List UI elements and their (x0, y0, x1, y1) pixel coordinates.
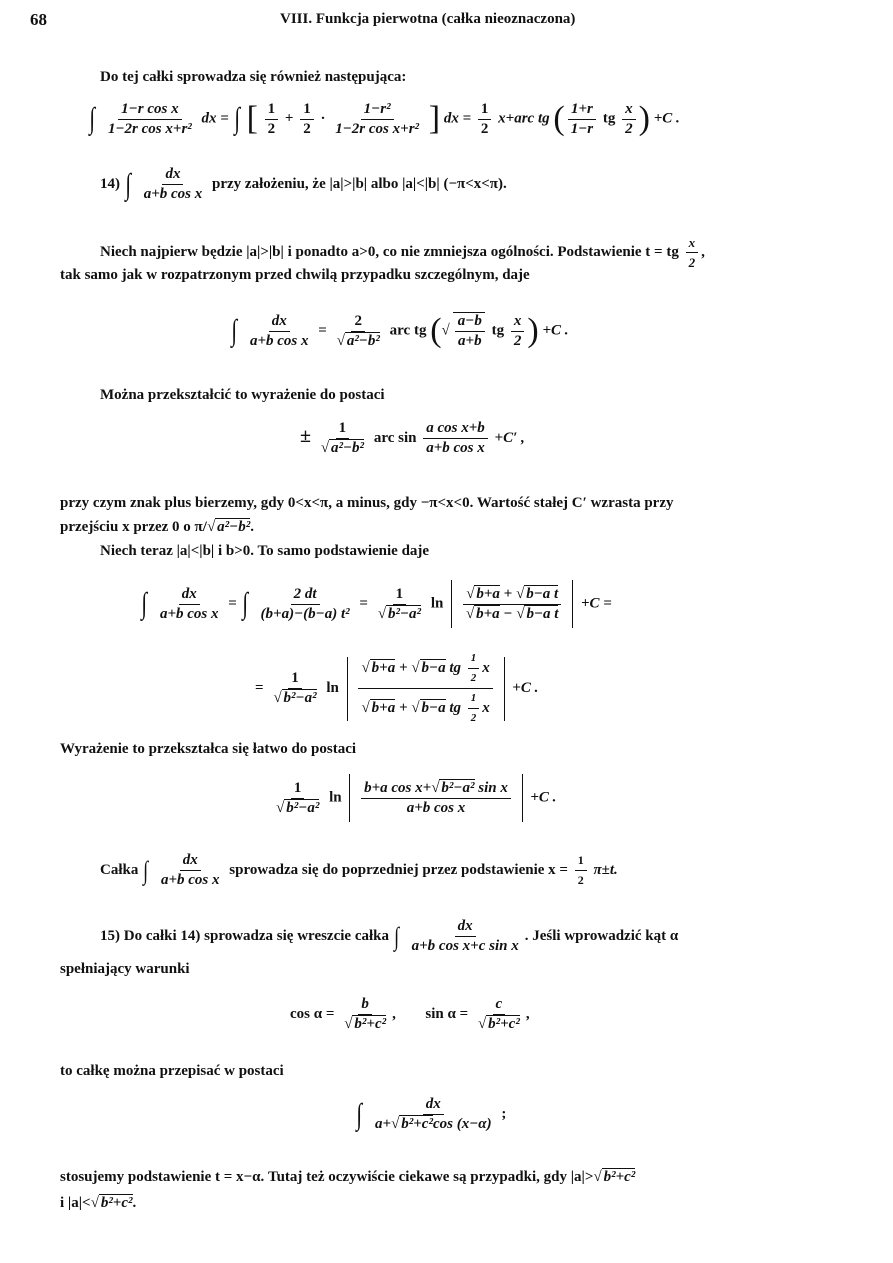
radicand: b+a (371, 659, 396, 676)
fraction-numerator: 1 (336, 420, 350, 439)
fraction-denominator: a+b cos x (406, 799, 466, 816)
fraction-denominator: 2 (470, 672, 477, 684)
paragraph-text: π±t. (593, 861, 618, 878)
fraction-numerator: a cos x+b (423, 420, 488, 439)
radicand: b²−a² (387, 605, 422, 622)
paragraph-4b: przejściu x przez 0 o π/√ a²−b². (60, 519, 255, 535)
fraction-numerator: 1 (265, 101, 279, 120)
math-text: ln (329, 789, 342, 806)
page-number: 68 (30, 10, 47, 29)
math-text: +C . (530, 789, 557, 806)
fraction-numerator: dx (179, 586, 200, 605)
paragraph-4a: przy czym znak plus bierzemy, gdy 0<x<π, a minus, gdy −π<x<0. Wartość stałej C′ wzrasta przy (60, 495, 674, 511)
radicand: b−a (421, 699, 446, 716)
paragraph-9: to całkę można przepisać w postaci (60, 1063, 284, 1079)
fraction-denominator: 1−2r cos x+r² (335, 120, 420, 137)
integral-sign: ∫ (231, 314, 237, 347)
fraction-denominator: a+b cos x (159, 605, 219, 622)
paragraph-8 (100, 918, 678, 955)
fraction-numerator: 1 (575, 852, 587, 871)
fraction-denominator: a+b cos x+c sin x (411, 938, 519, 954)
math-text: b+a cos x+ (364, 779, 432, 796)
fraction-numerator: dx (162, 166, 183, 185)
fraction-numerator: 1 (468, 690, 480, 709)
radicand: b+a (476, 585, 500, 602)
math-text: = (318, 322, 327, 339)
paragraph-6: Wyrażenie to przekształca się łatwo do postaci (60, 741, 357, 757)
math-text: sin x (478, 779, 508, 796)
math-text: tg (491, 322, 505, 339)
math-text: +C′ , (494, 429, 525, 446)
radicand: a²−b² (217, 519, 251, 535)
item-14 (100, 166, 507, 203)
math-text: tg (449, 659, 462, 676)
paragraph-text: sprowadza się do poprzedniej przez podstawienie x = (229, 861, 568, 878)
integral-sign: ∫ (233, 102, 240, 135)
fraction-numerator: 1 (468, 650, 480, 669)
math-text: = (228, 595, 237, 612)
item-condition: przy założeniu, że |a|>|b| albo |a|<|b| (−π<x<π). (212, 175, 507, 192)
fraction-denominator: 2 (480, 120, 489, 137)
running-title: VIII. Funkcja pierwotna (całka nieoznaczona) (280, 11, 576, 27)
math-text: tg (449, 699, 462, 716)
radicand: b²+c² (100, 1195, 133, 1211)
fraction-denominator: 2 (470, 712, 477, 724)
integral-sign: ∫ (141, 587, 147, 620)
fraction-numerator: 1 (478, 101, 492, 120)
radicand: a²−b² (346, 332, 380, 349)
math-text: ; (501, 1105, 507, 1122)
fraction-numerator: 1+r (568, 101, 596, 120)
paragraph-intro: Do tej całki sprowadza się również następująca: (100, 69, 407, 85)
fraction-numerator: 2 (351, 313, 365, 332)
paragraph-text: Niech najpierw będzie |a|>|b| i ponadto a>0, co nie zmniejsza ogólności. Podstawienie t = tg (100, 243, 679, 260)
fraction-numerator: 1 (393, 586, 407, 605)
equation-6: $\frac{1}{\text{√ b²−a²}}$ ln $\frac{\text{b+a cos x+√ b²−a² sin x}}{\text{a+b cos x}}$ +C . (270, 774, 556, 822)
paragraph-text: Całka (100, 861, 139, 878)
integral-sign: ∫ (241, 587, 248, 620)
integral-sign: ∫ (89, 102, 95, 135)
math-text: tg (602, 110, 616, 127)
equation-5: = $\frac{1}{\text{√ b²−a²}}$ ln √ b+a + √ b−a tg $\frac{1}{2}$ x √ b+a + √ b−a tg $\frac{1}{2}$ x +C . (255, 650, 538, 727)
math-text: cos α = (290, 1005, 335, 1022)
fraction-numerator: dx (423, 1096, 444, 1115)
radicand: b−a (421, 659, 446, 676)
fraction-denominator: a+b cos x (426, 440, 485, 456)
bracket-open: [ (246, 100, 258, 137)
paragraph-text: stosujemy podstawienie t = x−α. Tutaj też oczywiście ciekawe są przypadki, gdy |a|> (60, 1169, 594, 1185)
paragraph-10b: i |a|<√ b²+c². (60, 1195, 137, 1211)
fraction-denominator: a+b cos x (249, 332, 309, 349)
fraction-numerator: a−b (455, 313, 485, 332)
radicand: a²−b² (330, 440, 365, 456)
fraction-numerator: 1−r² (361, 101, 394, 120)
fraction-numerator: x (511, 313, 525, 332)
fraction-denominator: 1−2r cos x+r² (107, 120, 192, 137)
math-text: sin α = (425, 1005, 469, 1022)
fraction-denominator: 2 (577, 873, 584, 887)
radicand: b²−a² (286, 799, 320, 816)
fraction-numerator: 1 (300, 101, 314, 120)
math-text: , (392, 1005, 396, 1022)
fraction-numerator: x (622, 101, 636, 120)
fraction-denominator: a+b cos x (160, 872, 220, 888)
math-text: a+ (374, 1116, 392, 1132)
fraction-numerator: dx (180, 852, 201, 871)
fraction-denominator: 2 (303, 120, 311, 137)
math-text: + (503, 585, 513, 602)
equation-4: ∫ $\frac{dx}{\text{a+b cos x}}$ = ∫ $\frac{2 dt}{\text{(b+a)−(b−a) t²}}$ = $\frac{1}{\text{√ b²−a²}}$ ln $\frac{\text{√ b+a + √ b−a t}}{\text{√ b+a − √ b−a t}}$ +C = (140, 580, 612, 628)
math-text: = (359, 595, 368, 612)
math-text: dx = (443, 110, 472, 127)
bracket-close: ] (428, 100, 441, 137)
paragraph-text: . (250, 519, 255, 535)
fraction-denominator: a+b (458, 333, 482, 349)
math-text: +C . (542, 322, 569, 339)
radicand: b²+c² (354, 1016, 387, 1032)
paragraph-5: Niech teraz |a|<|b| i b>0. To samo podstawienie daje (100, 543, 430, 559)
fraction-denominator: a+b cos x (143, 186, 203, 202)
fraction-denominator: 1−r (570, 120, 594, 137)
math-text: − (503, 605, 513, 622)
paragraph-text: przejściu x przez 0 o π/ (60, 519, 207, 535)
math-text: ln (430, 595, 444, 612)
fraction-denominator: 2 (513, 332, 522, 349)
math-text: x (482, 699, 490, 716)
paragraph-text: , (701, 243, 705, 260)
paragraph-2b: tak samo jak w rozpatrzonym przed chwilą przypadku szczególnym, daje (60, 267, 530, 283)
math-text: + (398, 659, 408, 676)
paragraph-text: . (132, 1195, 137, 1211)
radicand: b²−a² (283, 690, 317, 706)
math-text: arc tg (389, 322, 427, 339)
radicand: b²+c² (488, 1016, 520, 1032)
fraction-numerator: c (493, 996, 506, 1015)
radicand: b²+c² (401, 1116, 433, 1132)
fraction-denominator: 2 (625, 120, 633, 137)
radicand: b+a (476, 605, 500, 622)
integral-sign: ∫ (143, 855, 149, 885)
equation-7: cos α = $\frac{b}{\text{√ b²+c²}}$ , sin α = $\frac{c}{\text{√ b²+c²}}$ , (290, 996, 530, 1032)
math-text: cos (x−α) (432, 1116, 492, 1132)
math-text: x+arc tg (498, 110, 550, 127)
radicand: b−a t (526, 605, 559, 622)
fraction-denominator: 2 (688, 255, 696, 270)
math-text: dx = (201, 110, 229, 127)
integral-sign: ∫ (124, 167, 131, 201)
fraction-denominator: 2 (267, 120, 276, 137)
equation-2: ∫ $\frac{dx}{\text{a+b cos x}}$ = $\frac{2}{\text{√ a²−b²}}$ arc tg (√ $\frac{a-b}{a+b}$ tg $\frac{x}{2}$ ) +C . (231, 312, 569, 349)
paragraph-7 (100, 852, 618, 889)
paragraph-text: i |a|< (60, 1195, 91, 1211)
radicand: b²+c² (603, 1169, 636, 1185)
integral-sign: ∫ (393, 921, 399, 951)
fraction-denominator: (b+a)−(b−a) t² (260, 605, 350, 622)
fraction-numerator: 1 (291, 780, 305, 799)
math-text: x (482, 659, 490, 676)
fraction-numerator: 1−r cos x (118, 101, 181, 120)
math-text: · (320, 110, 326, 127)
math-text: + (398, 699, 408, 716)
math-text: , (525, 1005, 530, 1022)
math-text: ln (326, 679, 339, 696)
equation-3: ± $\frac{1}{\text{√ a²−b²}}$ arc sin $\frac{\text{a cos x+b}}{\text{a+b cos x}}$ +C′ , (300, 420, 525, 456)
fraction-numerator: b (358, 996, 372, 1015)
paragraph-text: . Jeśli wprowadzić kąt α (524, 927, 679, 944)
paragraph-8b: spełniający warunki (60, 961, 190, 977)
integral-sign: ∫ (356, 1097, 362, 1131)
equation-8: ∫ $\frac{dx}{\text{a+√ b²+c²cos (x−α)}}$ ; (356, 1096, 507, 1132)
paragraph-3: Można przekształcić to wyrażenie do postaci (100, 387, 385, 403)
radicand: b+a (371, 699, 396, 716)
math-text: +C . (512, 679, 539, 696)
radicand: b²−a² (441, 779, 475, 796)
paragraph-10a: stosujemy podstawienie t = x−α. Tutaj też oczywiście ciekawe są przypadki, gdy |a|>√ b²+c² (60, 1169, 636, 1185)
math-text: = (255, 679, 264, 696)
radicand: b−a t (526, 585, 559, 602)
math-text: +C = (580, 595, 612, 612)
fraction-numerator: dx (455, 918, 476, 937)
math-text: +C . (653, 110, 680, 127)
fraction-numerator: x (686, 234, 699, 253)
math-text: arc sin (373, 429, 417, 446)
math-text: ± (300, 424, 311, 447)
math-text: + (284, 110, 294, 127)
fraction-numerator: 2 dt (291, 586, 320, 605)
paragraph-text: 15) Do całki 14) sprowadza się wreszcie całka (100, 927, 389, 944)
equation-1: ∫ $\frac{\text{1−r cos x}}{\text{1−2r cos x+r²}}$ dx = ∫ [ $\frac{1}{2}$ + $\frac{1}{2}$ · $\frac{\text{1−r²}}{\text{1−2r cos x+r²}}$ ] dx = $\frac{1}{2}$ x+arc tg ( $\frac{1+r}{1-r}$ tg $\frac{x}{2}$ ) +C . (89, 100, 680, 137)
item-label: 14) (100, 175, 120, 192)
fraction-numerator: dx (269, 313, 290, 332)
fraction-numerator: 1 (288, 670, 302, 689)
